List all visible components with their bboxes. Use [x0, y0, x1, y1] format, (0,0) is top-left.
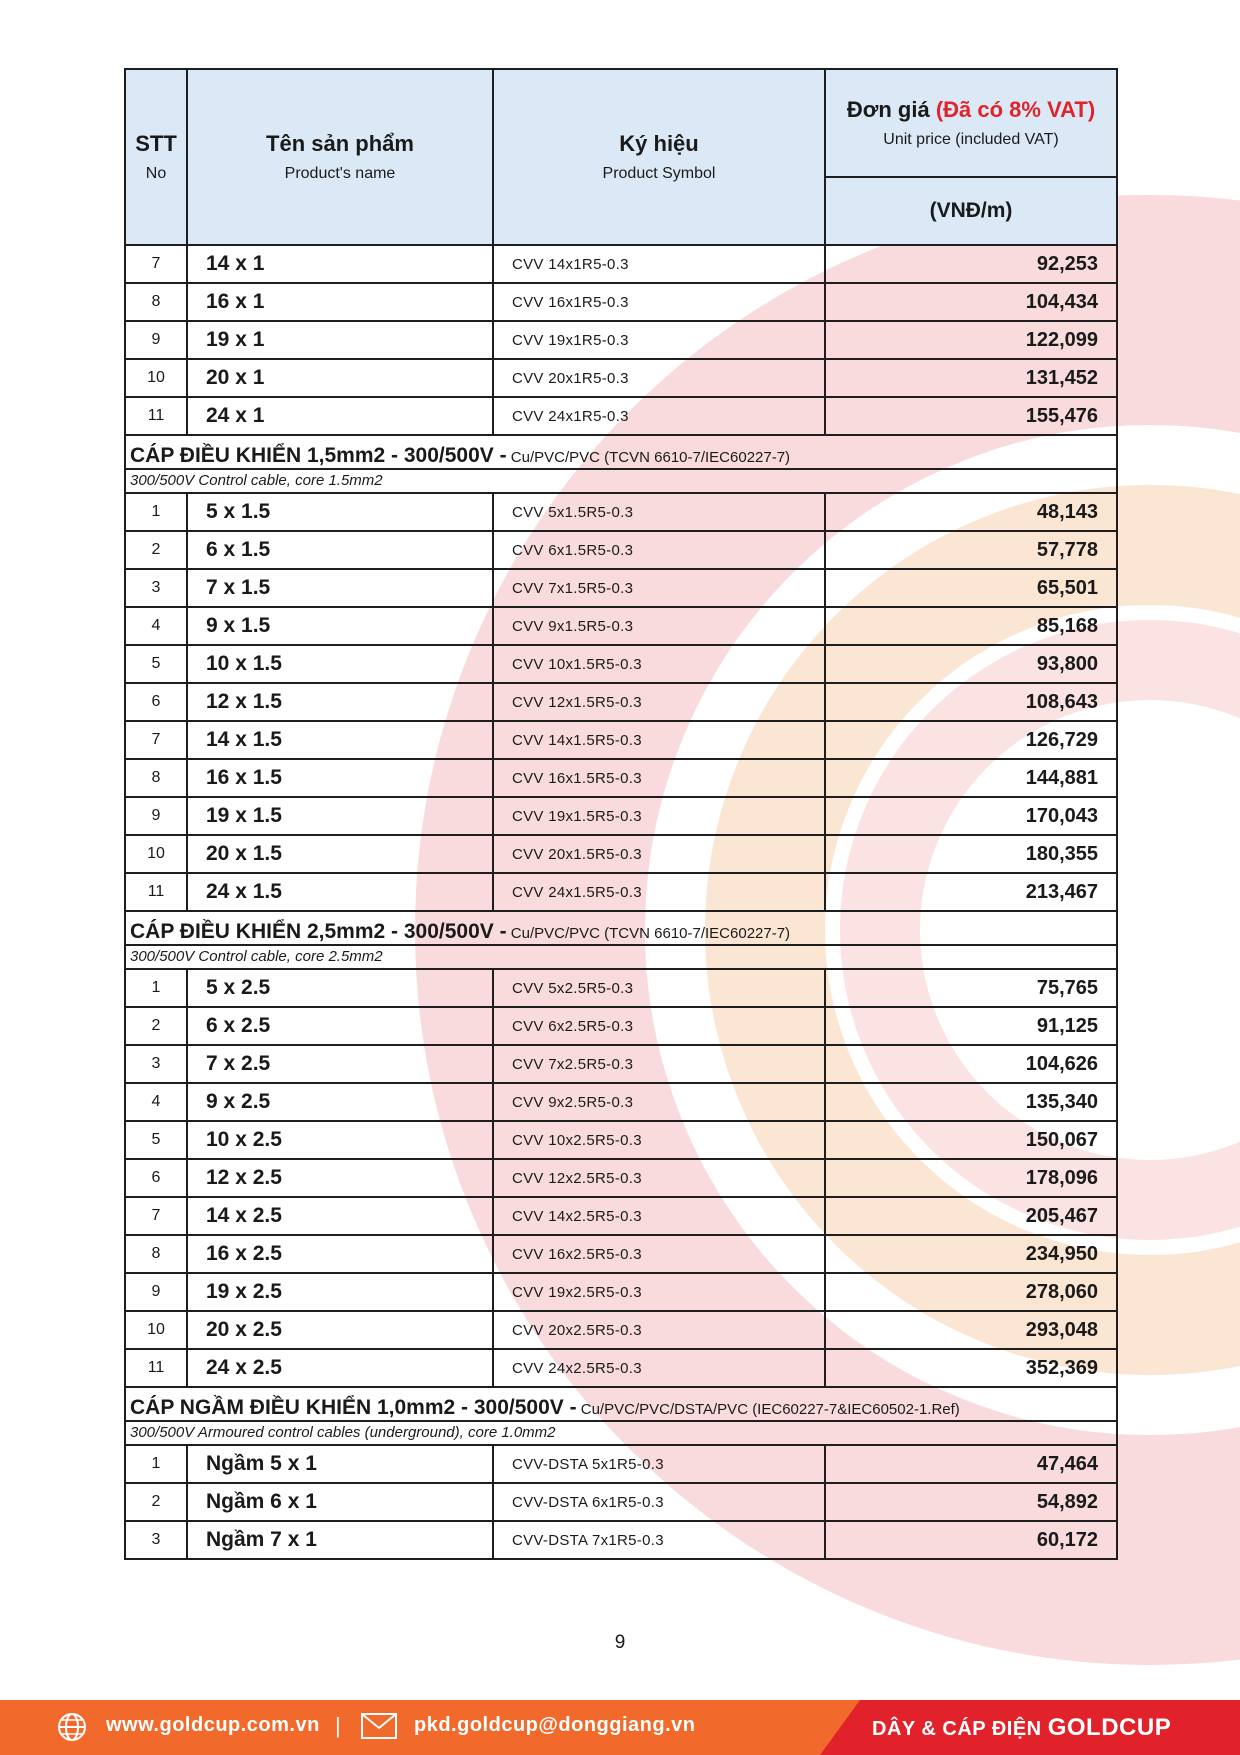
unit-price: 213,467 [825, 873, 1117, 911]
product-name: 6 x 2.5 [187, 1007, 493, 1045]
row-number: 11 [125, 1349, 187, 1387]
product-name: Ngầm 5 x 1 [187, 1445, 493, 1483]
product-name: 9 x 2.5 [187, 1083, 493, 1121]
row-number: 11 [125, 873, 187, 911]
header-price: Đơn giá (Đã có 8% VAT) Unit price (included VAT) [825, 69, 1117, 177]
product-name: 19 x 1.5 [187, 797, 493, 835]
product-name: 14 x 1 [187, 245, 493, 283]
table-row [125, 1045, 1117, 1083]
group-1-rows [125, 493, 1117, 911]
product-name: 16 x 1.5 [187, 759, 493, 797]
product-symbol: CVV 20x1R5-0.3 [493, 359, 825, 397]
product-symbol: CVV 14x2.5R5-0.3 [493, 1197, 825, 1235]
product-symbol: CVV 12x2.5R5-0.3 [493, 1159, 825, 1197]
group-2-rows [125, 969, 1117, 1387]
row-number: 9 [125, 797, 187, 835]
product-symbol: CVV 24x2.5R5-0.3 [493, 1349, 825, 1387]
unit-price: 205,467 [825, 1197, 1117, 1235]
product-symbol: CVV 24x1.5R5-0.3 [493, 873, 825, 911]
table-row [125, 1349, 1117, 1387]
table-row [125, 1521, 1117, 1559]
unit-price: 131,452 [825, 359, 1117, 397]
product-symbol: CVV 10x2.5R5-0.3 [493, 1121, 825, 1159]
row-number: 1 [125, 493, 187, 531]
product-symbol: CVV 16x1R5-0.3 [493, 283, 825, 321]
row-number: 6 [125, 683, 187, 721]
row-number: 1 [125, 1445, 187, 1483]
header-stt: STT No [125, 69, 187, 245]
product-name: 5 x 2.5 [187, 969, 493, 1007]
unit-price: 234,950 [825, 1235, 1117, 1273]
table-row [125, 683, 1117, 721]
table-row [125, 1483, 1117, 1521]
header-symbol: Ký hiệu Product Symbol [493, 69, 825, 245]
product-name: 20 x 1 [187, 359, 493, 397]
product-symbol: CVV-DSTA 5x1R5-0.3 [493, 1445, 825, 1483]
table-row [125, 283, 1117, 321]
section-title: CÁP ĐIỀU KHIỂN 1,5mm2 - 300/500V - Cu/PVC/PVC (TCVN 6610-7/IEC60227-7) [125, 435, 1117, 469]
row-number: 5 [125, 1121, 187, 1159]
product-name: 10 x 1.5 [187, 645, 493, 683]
header-unit: (VNĐ/m) [825, 177, 1117, 245]
row-number: 10 [125, 1311, 187, 1349]
product-name: 19 x 2.5 [187, 1273, 493, 1311]
unit-price: 57,778 [825, 531, 1117, 569]
unit-price: 293,048 [825, 1311, 1117, 1349]
product-name: Ngầm 6 x 1 [187, 1483, 493, 1521]
unit-price: 144,881 [825, 759, 1117, 797]
envelope-icon [360, 1711, 398, 1746]
row-number: 7 [125, 245, 187, 283]
unit-price: 108,643 [825, 683, 1117, 721]
product-name: 14 x 1.5 [187, 721, 493, 759]
product-symbol: CVV 24x1R5-0.3 [493, 397, 825, 435]
section-title: CÁP ĐIỀU KHIỂN 2,5mm2 - 300/500V - Cu/PVC/PVC (TCVN 6610-7/IEC60227-7) [125, 911, 1117, 945]
product-symbol: CVV 14x1R5-0.3 [493, 245, 825, 283]
unit-price: 104,626 [825, 1045, 1117, 1083]
unit-price: 104,434 [825, 283, 1117, 321]
unit-price: 85,168 [825, 607, 1117, 645]
product-name: 24 x 1.5 [187, 873, 493, 911]
section-2 [125, 911, 1117, 969]
product-name: 9 x 1.5 [187, 607, 493, 645]
product-symbol: CVV 5x2.5R5-0.3 [493, 969, 825, 1007]
product-name: 20 x 1.5 [187, 835, 493, 873]
product-name: 24 x 1 [187, 397, 493, 435]
table-row [125, 835, 1117, 873]
product-symbol: CVV 6x2.5R5-0.3 [493, 1007, 825, 1045]
product-symbol: CVV 10x1.5R5-0.3 [493, 645, 825, 683]
group-0-rows [125, 245, 1117, 435]
table-row [125, 721, 1117, 759]
product-symbol: CVV 20x2.5R5-0.3 [493, 1311, 825, 1349]
table-row [125, 1445, 1117, 1483]
section-3 [125, 1387, 1117, 1445]
product-symbol: CVV 7x1.5R5-0.3 [493, 569, 825, 607]
footer [0, 1700, 1240, 1755]
product-symbol: CVV 9x1.5R5-0.3 [493, 607, 825, 645]
unit-price: 170,043 [825, 797, 1117, 835]
unit-price: 126,729 [825, 721, 1117, 759]
table-row [125, 1083, 1117, 1121]
row-number: 2 [125, 1483, 187, 1521]
row-number: 8 [125, 1235, 187, 1273]
product-symbol: CVV 16x1.5R5-0.3 [493, 759, 825, 797]
product-name: 7 x 1.5 [187, 569, 493, 607]
table-row [125, 245, 1117, 283]
product-name: 14 x 2.5 [187, 1197, 493, 1235]
product-name: 5 x 1.5 [187, 493, 493, 531]
unit-price: 60,172 [825, 1521, 1117, 1559]
row-number: 1 [125, 969, 187, 1007]
row-number: 8 [125, 759, 187, 797]
globe-icon [56, 1711, 88, 1748]
table-row [125, 397, 1117, 435]
table-row [125, 493, 1117, 531]
product-name: 10 x 2.5 [187, 1121, 493, 1159]
product-name: 24 x 2.5 [187, 1349, 493, 1387]
table-row [125, 569, 1117, 607]
product-name: 20 x 2.5 [187, 1311, 493, 1349]
product-symbol: CVV 9x2.5R5-0.3 [493, 1083, 825, 1121]
unit-price: 92,253 [825, 245, 1117, 283]
row-number: 7 [125, 721, 187, 759]
product-name: Ngầm 7 x 1 [187, 1521, 493, 1559]
row-number: 9 [125, 1273, 187, 1311]
row-number: 3 [125, 569, 187, 607]
row-number: 10 [125, 359, 187, 397]
product-symbol: CVV 12x1.5R5-0.3 [493, 683, 825, 721]
row-number: 3 [125, 1521, 187, 1559]
website-link[interactable]: www.goldcup.com.vn [106, 1714, 320, 1736]
brand-label: DÂY & CÁP ĐIỆN GOLDCUP [872, 1714, 1172, 1741]
product-name: 12 x 2.5 [187, 1159, 493, 1197]
unit-price: 48,143 [825, 493, 1117, 531]
table-row [125, 1121, 1117, 1159]
table-row [125, 873, 1117, 911]
page-number: 9 [614, 1632, 626, 1653]
row-number: 4 [125, 1083, 187, 1121]
table-row [125, 1311, 1117, 1349]
section-1 [125, 435, 1117, 493]
table-row [125, 1159, 1117, 1197]
section-title: CÁP NGẦM ĐIỀU KHIỂN 1,0mm2 - 300/500V - Cu/PVC/PVC/DSTA/PVC (IEC60227-7&IEC60502-1.Ref) [125, 1387, 1117, 1421]
footer-separator: | [335, 1713, 341, 1738]
row-number: 2 [125, 531, 187, 569]
table-row [125, 797, 1117, 835]
row-number: 4 [125, 607, 187, 645]
row-number: 6 [125, 1159, 187, 1197]
table-row [125, 359, 1117, 397]
unit-price: 178,096 [825, 1159, 1117, 1197]
vat-note: (Đã có 8% VAT) [935, 97, 1096, 122]
unit-price: 278,060 [825, 1273, 1117, 1311]
section-subtitle: 300/500V Control cable, core 2.5mm2 [130, 948, 383, 965]
product-symbol: CVV 19x1R5-0.3 [493, 321, 825, 359]
product-symbol: CVV 16x2.5R5-0.3 [493, 1235, 825, 1273]
table-row [125, 645, 1117, 683]
product-name: 12 x 1.5 [187, 683, 493, 721]
unit-price: 122,099 [825, 321, 1117, 359]
product-name: 16 x 1 [187, 283, 493, 321]
unit-price: 150,067 [825, 1121, 1117, 1159]
unit-price: 75,765 [825, 969, 1117, 1007]
table-row [125, 1273, 1117, 1311]
product-symbol: CVV 6x1.5R5-0.3 [493, 531, 825, 569]
table-row [125, 1197, 1117, 1235]
table-row [125, 1007, 1117, 1045]
row-number: 2 [125, 1007, 187, 1045]
price-table [124, 68, 1118, 1560]
product-symbol: CVV 20x1.5R5-0.3 [493, 835, 825, 873]
section-subtitle: 300/500V Control cable, core 1.5mm2 [130, 472, 383, 489]
unit-price: 352,369 [825, 1349, 1117, 1387]
product-symbol: CVV 5x1.5R5-0.3 [493, 493, 825, 531]
product-name: 7 x 2.5 [187, 1045, 493, 1083]
unit-price: 65,501 [825, 569, 1117, 607]
table-row [125, 759, 1117, 797]
product-name: 16 x 2.5 [187, 1235, 493, 1273]
table-row [125, 531, 1117, 569]
unit-price: 93,800 [825, 645, 1117, 683]
unit-price: 47,464 [825, 1445, 1117, 1483]
product-symbol: CVV-DSTA 6x1R5-0.3 [493, 1483, 825, 1521]
row-number: 9 [125, 321, 187, 359]
product-symbol: CVV 19x1.5R5-0.3 [493, 797, 825, 835]
unit-price: 54,892 [825, 1483, 1117, 1521]
row-number: 7 [125, 1197, 187, 1235]
table-row [125, 1235, 1117, 1273]
header-name: Tên sản phẩm Product's name [187, 69, 493, 245]
row-number: 3 [125, 1045, 187, 1083]
product-name: 19 x 1 [187, 321, 493, 359]
product-symbol: CVV 14x1.5R5-0.3 [493, 721, 825, 759]
row-number: 5 [125, 645, 187, 683]
row-number: 8 [125, 283, 187, 321]
unit-price: 135,340 [825, 1083, 1117, 1121]
product-symbol: CVV 7x2.5R5-0.3 [493, 1045, 825, 1083]
unit-price: 180,355 [825, 835, 1117, 873]
group-3-rows [125, 1445, 1117, 1559]
section-subtitle: 300/500V Armoured control cables (underground), core 1.0mm2 [130, 1424, 556, 1441]
table-row [125, 321, 1117, 359]
unit-price: 155,476 [825, 397, 1117, 435]
row-number: 11 [125, 397, 187, 435]
product-name: 6 x 1.5 [187, 531, 493, 569]
table-row [125, 969, 1117, 1007]
row-number: 10 [125, 835, 187, 873]
product-symbol: CVV-DSTA 7x1R5-0.3 [493, 1521, 825, 1559]
table-row [125, 607, 1117, 645]
unit-price: 91,125 [825, 1007, 1117, 1045]
email-link[interactable]: pkd.goldcup@donggiang.vn [414, 1714, 696, 1736]
product-symbol: CVV 19x2.5R5-0.3 [493, 1273, 825, 1311]
